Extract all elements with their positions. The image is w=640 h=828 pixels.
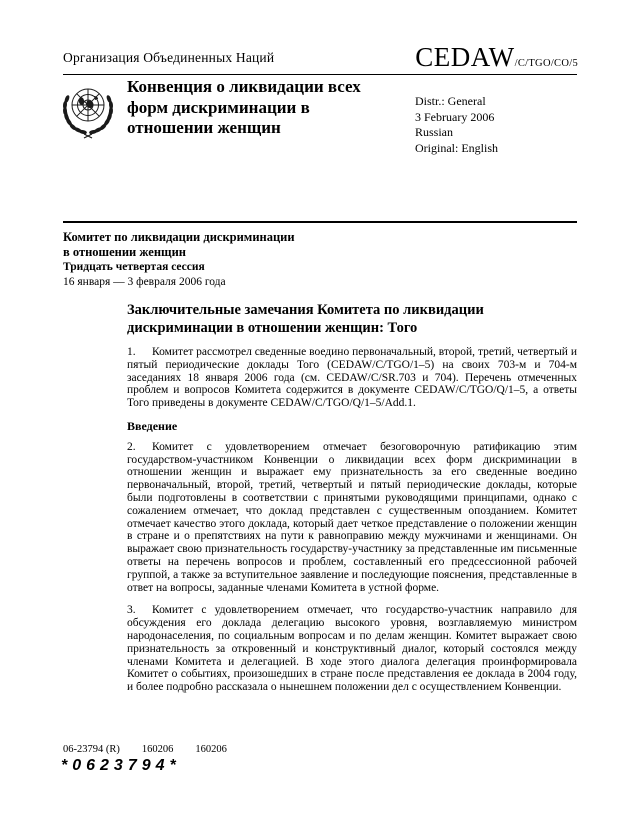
convention-title-line: Конвенция о ликвидации всех bbox=[127, 77, 361, 96]
page-title bbox=[127, 302, 587, 337]
paragraph-number: 1. bbox=[127, 346, 136, 358]
distr-language: Russian bbox=[415, 125, 454, 139]
document-symbol-main: CEDAW bbox=[415, 42, 515, 72]
convention-title-line: форм дискриминации в bbox=[127, 97, 310, 117]
paragraph-1 bbox=[127, 346, 577, 410]
paragraph-number: 3. bbox=[127, 604, 136, 617]
paragraph-number: 2. bbox=[127, 440, 136, 453]
page-title-line: дискриминации в отношении женщин: Того bbox=[127, 319, 418, 336]
convention-title bbox=[127, 77, 407, 139]
section-rule bbox=[63, 221, 577, 223]
footer-barcode-text: *0623794* bbox=[61, 757, 181, 774]
paragraph-text: Комитет с удовлетворением отмечает, что государство-участник направило для обсуждения его доклада делегацию высокого уровня, возглавляемую министром народонаселения, по социальным вопросам и по делам женщин. Комитет выражает свою признательность за откровенный и конструктивный диалог, который состоялся между членами Комитета и делегацией. В ходе этого диалога делегация проинформировала Комитет о событиях, произошедших в стране после представления ее доклада в 2004 году, и более подробно рассказала о нынешнем положении дел с осуществлением Конвенции. bbox=[127, 604, 577, 694]
distr-original: Original: English bbox=[415, 140, 498, 155]
distr-date: 3 February 2006 bbox=[415, 109, 495, 124]
org-name: Организация Объединенных Наций bbox=[63, 50, 275, 65]
header-rule bbox=[63, 74, 577, 75]
distribution-block bbox=[415, 94, 498, 156]
footer-doc-number: 06-23794 (R) bbox=[63, 744, 120, 755]
convention-title-line: отношении женщин bbox=[127, 118, 281, 137]
document-symbol bbox=[415, 42, 578, 73]
section-heading-introduction: Введение bbox=[127, 418, 178, 433]
footer-code-1: 160206 bbox=[141, 744, 174, 755]
footer-code-2: 160206 bbox=[195, 744, 227, 755]
paragraph-3 bbox=[127, 604, 577, 694]
committee-name-line2: в отношении женщин bbox=[63, 244, 186, 259]
session-title: Тридцать четвертая сессия bbox=[63, 261, 205, 273]
committee-block bbox=[63, 230, 295, 289]
session-dates: 16 января — 3 февраля 2006 года bbox=[63, 275, 226, 288]
page-title-line: Заключительные замечания Комитета по ликвидации bbox=[127, 302, 484, 318]
footer-codes bbox=[63, 744, 227, 755]
document-body bbox=[127, 346, 577, 704]
paragraph-2 bbox=[127, 441, 577, 595]
paragraph-text: Комитет рассмотрел сведенные воедино первоначальный, второй, третий, четвертый и пятый периодические доклады Того (CEDAW/C/TGO/1–5) на своих 703-м и 704-м заседаниях 18 января 2006 года (см. CEDAW/C/SR.703 и 704). Перечень отмеченных проблем и вопросов Комитета содержится в документе CEDAW/C/TGO/Q/1–5, а ответы Того приведены в документе CEDAW/C/TGO/Q/1–5/Add.1. bbox=[127, 346, 577, 410]
committee-name-line1: Комитет по ликвидации дискриминации bbox=[63, 230, 295, 244]
un-emblem-icon bbox=[56, 79, 120, 143]
distr-type: Distr.: General bbox=[415, 94, 486, 108]
document-symbol-suffix: /C/TGO/CO/5 bbox=[514, 58, 578, 69]
paragraph-text: Комитет с удовлетворением отмечает безоговорочную ратификацию этим государством-участником Конвенции о ликвидации всех форм дискриминации в отношении женщин и выражает ему признательность за его сведенные воедино первоначальный, второй, третий, четвертый и пятый периодические доклады, которые были подготовлены в соответствии с принятыми руководящими принципами, однако с сожалением отмечает, что доклад представлен с существенным опозданием. Комитет отмечает качество этого доклада, который дает четкое представление о положении женщин в стране и о препятствиях на пути к равноправию между мужчинами и женщинами. Он выражает свою признательность государству-участнику за представленные им письменные ответы на перечень вопросов и проблем, составленный его предсессионной рабочей группой, а также за вступительное заявление и последующие пояснения, представленные в ответ на вопросы, заданные членами Комитета в устной форме. bbox=[127, 440, 577, 594]
